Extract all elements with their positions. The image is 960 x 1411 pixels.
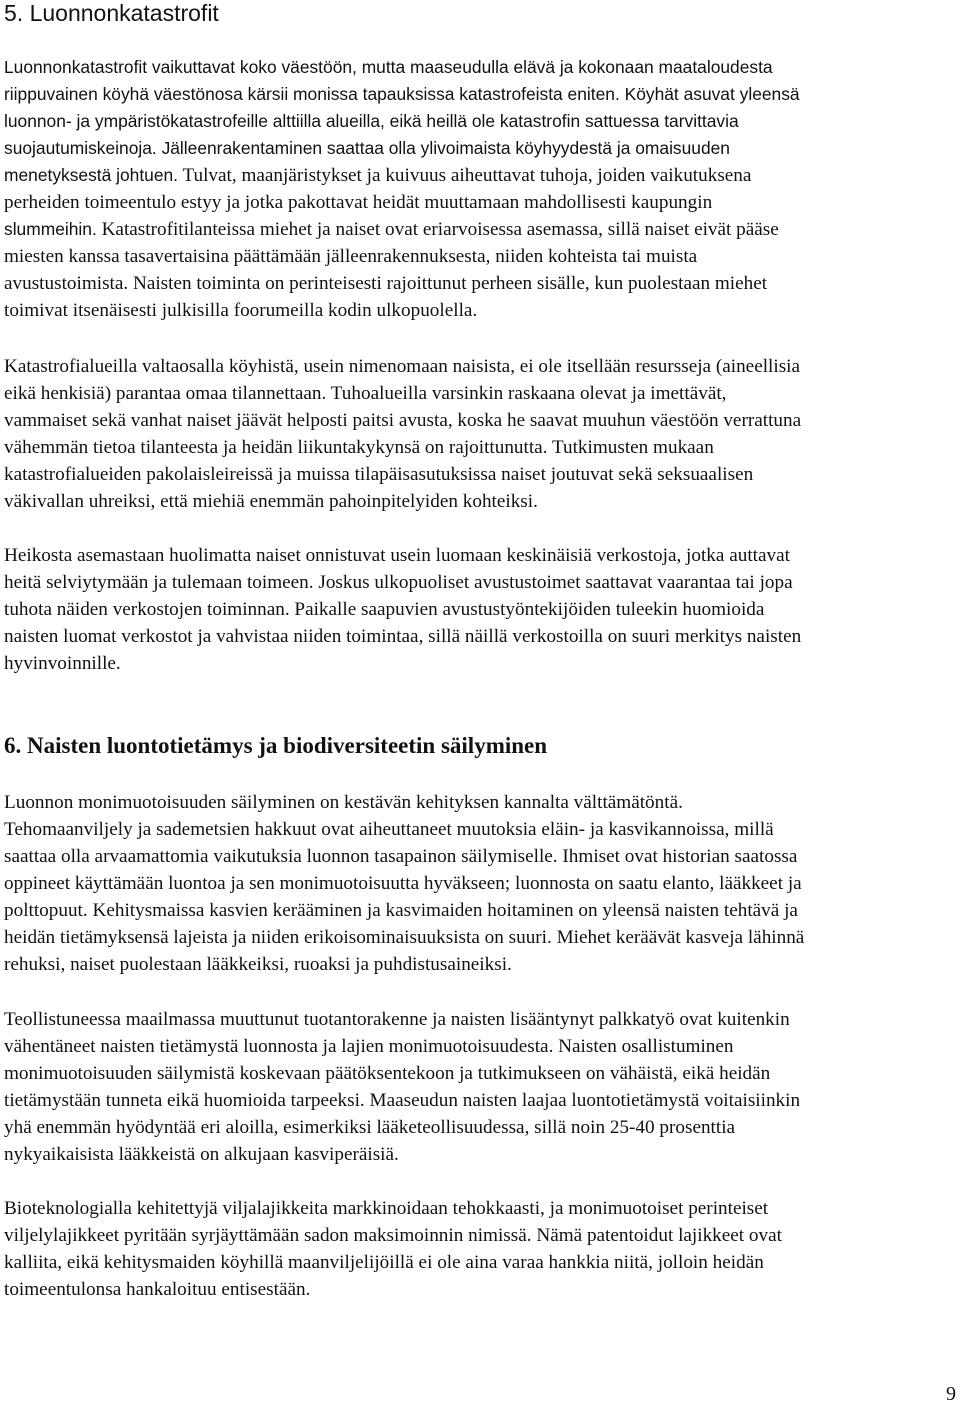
text-line: vammaiset sekä vanhat naiset jäävät helposti paitsi avusta, koska he saavat muuhun väestöön verrattuna <box>4 410 802 431</box>
page-number: 9 <box>946 1383 956 1405</box>
text-segment: slummeihin. <box>4 219 97 239</box>
text-line: kalliita, eikä kehitysmaiden köyhillä maanviljelijöillä ei ole aina varaa hankkia niitä, jolloin heidän <box>4 1252 764 1273</box>
text-line: rehuksi, naiset puolestaan lääkkeiksi, ruoaksi ja puhdistusaineiksi. <box>4 954 512 975</box>
section-5-heading: 5. Luonnonkatastrofit <box>4 0 219 26</box>
text-line: tietämystään tunneta eikä huomioida tarpeeksi. Maaseudun naisten laajaa luontotietämystä voitaisiinkin <box>4 1090 801 1111</box>
section-5-paragraph-3 <box>4 542 956 677</box>
text-line: saattaa olla arvaamattomia vaikutuksia luonnon tasapainon säilymiselle. Ihmiset ovat historian saatossa <box>4 846 798 867</box>
text-line: Bioteknologialla kehitettyjä viljalajikkeita markkinoidaan tehokkaasti, ja monimuotoiset perinteiset <box>4 1198 769 1219</box>
text-line: Luonnonkatastrofit vaikuttavat koko väestöön, mutta maaseudulla elävä ja kokonaan maataloudesta <box>4 57 773 77</box>
text-line: viljelylajikkeet pyritään syrjäyttämään sadon maksimoinnin nimissä. Nämä patentoidut lajikkeet ovat <box>4 1225 782 1246</box>
text-line: monimuotoisuuden säilymistä koskevaan päätöksentekoon ja tutkimukseen on vähäistä, eikä heidän <box>4 1063 771 1084</box>
section-6-heading: 6. Naisten luontotietämys ja biodiversiteetin säilyminen <box>4 733 548 758</box>
text-line: Teollistuneessa maailmassa muuttunut tuotantorakenne ja naisten lisääntynyt palkkatyö ovat kuitenkin <box>4 1009 790 1030</box>
text-line: vähemmän tietoa tilanteesta ja heidän liikuntakykynsä on rajoittunutta. Tutkimusten mukaan <box>4 437 714 458</box>
text-line-mixed <box>4 162 956 189</box>
text-line: naisten luomat verkostot ja vahvistaa niiden toimintaa, sillä näillä verkostoilla on suuri merkitys naisten <box>4 626 802 647</box>
text-line: Tehomaanviljely ja sademetsien hakkuut ovat aiheuttaneet muutoksia eläin- ja kasvikannoissa, millä <box>4 819 774 840</box>
text-line: nykyaikaisista lääkkeistä on alkujaan kasviperäisiä. <box>4 1144 399 1165</box>
text-line: katastrofialueiden pakolaisleireissä ja muissa tilapäisasutuksissa naiset joutuvat sekä seksuaalisen <box>4 464 754 485</box>
text-line: polttopuut. Kehitysmaissa kasvien kerääminen ja kasvimaiden hoitaminen on yleensä naisten tehtävä ja <box>4 900 798 921</box>
text-line: toimeentulonsa hankaloituu entisestään. <box>4 1279 311 1300</box>
text-line: oppineet käyttämään luontoa ja sen monimuotoisuutta hyväkseen; luonnosta on saatu elanto, lääkkeet ja <box>4 873 802 894</box>
section-5-paragraph-2 <box>4 353 956 515</box>
section-5-paragraph-1 <box>4 54 956 324</box>
section-6-paragraph-3 <box>4 1195 956 1303</box>
text-line: eikä henkisiä) parantaa omaa tilannettaan. Tuhoalueilla varsinkin raskaana olevat ja imettävät, <box>4 383 727 404</box>
text-segment: menetyksestä johtuen. <box>4 165 179 185</box>
text-line: perheiden toimeentulo estyy ja jotka pakottavat heidät muuttamaan mahdollisesti kaupungin <box>4 192 713 213</box>
text-line: miesten kanssa tasavertaisina päättämään jälleenrakennuksesta, niiden kohteista tai muista <box>4 246 698 267</box>
text-segment: Katastrofitilanteissa miehet ja naiset ovat eriarvoisessa asemassa, sillä naiset eivät pääse <box>96 219 779 240</box>
text-line-mixed <box>4 216 956 243</box>
text-line: suojautumiskeinoja. Jälleenrakentaminen saattaa olla ylivoimaista köyhyydestä ja omaisuuden <box>4 138 730 158</box>
text-segment: Tulvat, maanjäristykset ja kuivuus aiheuttavat tuhoja, joiden vaikutuksena <box>178 165 752 186</box>
text-line: Katastrofialueilla valtaosalla köyhistä, usein nimenomaan naisista, ei ole itsellään resursseja (aineellisia <box>4 356 801 377</box>
text-line: riippuvainen köyhä väestönosa kärsii monissa tapauksissa katastrofeista eniten. Köyhät asuvat yleensä <box>4 84 800 104</box>
section-6-paragraph-2 <box>4 1006 956 1168</box>
text-line: luonnon- ja ympäristökatastrofeille alttiilla alueilla, eikä heillä ole katastrofin sattuessa tarvittavia <box>4 111 739 131</box>
text-line: Luonnon monimuotoisuuden säilyminen on kestävän kehityksen kannalta välttämätöntä. <box>4 792 683 813</box>
text-line: Heikosta asemastaan huolimatta naiset onnistuvat usein luomaan keskinäisiä verkostoja, jotka auttavat <box>4 545 790 566</box>
text-line: heitä selviytymään ja tulemaan toimeen. Joskus ulkopuoliset avustustoimet saattavat vaarantaa tai jopa <box>4 572 793 593</box>
text-line: väkivallan uhreiksi, että miehiä enemmän pahoinpitelyiden kohteiksi. <box>4 491 538 512</box>
text-line: vähentäneet naisten tietämystä luonnosta ja lajien monimuotoisuudesta. Naisten osallistuminen <box>4 1036 734 1057</box>
text-line: tuhota näiden verkostojen toiminnan. Paikalle saapuvien avustustyöntekijöiden tuleekin huomioida <box>4 599 765 620</box>
text-line: hyvinvoinnille. <box>4 653 121 674</box>
section-6-paragraph-1 <box>4 789 956 978</box>
text-line: toimivat itsenäisesti julkisilla foorumeilla kodin ulkopuolella. <box>4 300 478 321</box>
text-line: avustustoimista. Naisten toiminta on perinteisesti rajoittunut perheen sisälle, kun puolestaan miehet <box>4 273 768 294</box>
text-line: yhä enemmän hyödyntää eri aloilla, esimerkiksi lääketeollisuudessa, sillä noin 25-40 prosenttia <box>4 1117 736 1138</box>
text-line: heidän tietämyksensä lajeista ja niiden erikoisominaisuuksista on suuri. Miehet keräävät kasveja lähinnä <box>4 927 805 948</box>
